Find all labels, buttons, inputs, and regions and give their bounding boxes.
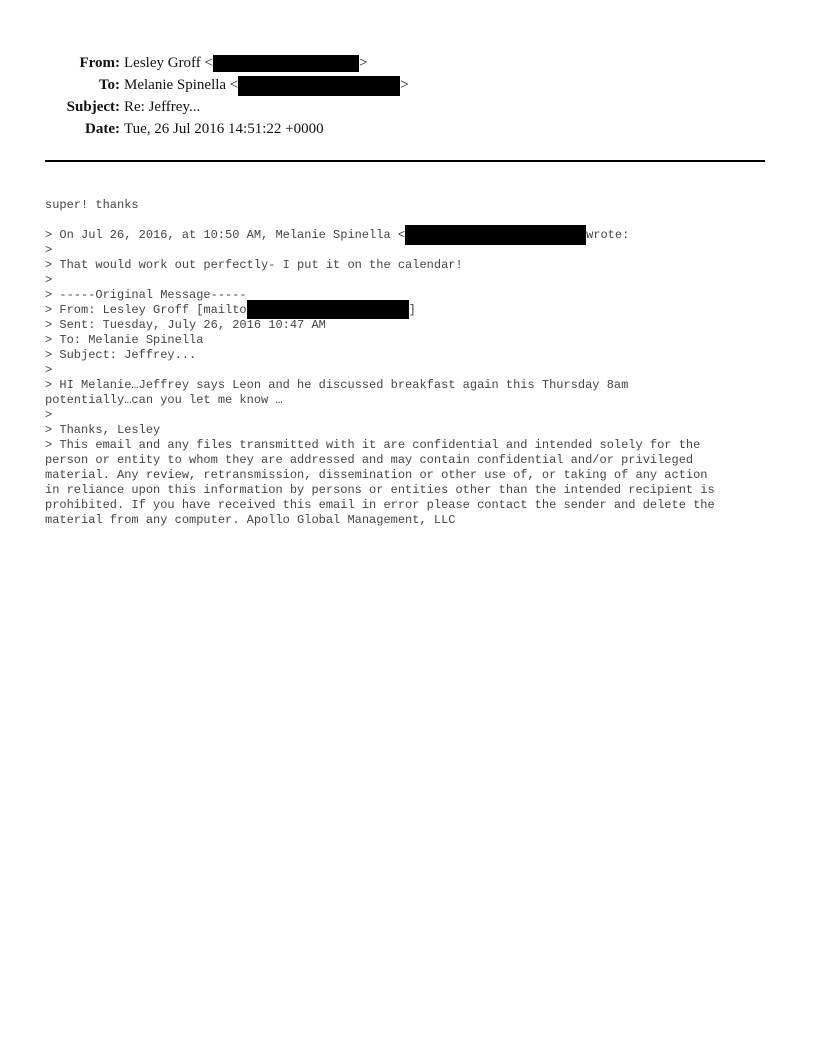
body-line bbox=[45, 228, 775, 243]
body-line: > bbox=[45, 273, 53, 287]
quoted-header-wrote: wrote: bbox=[586, 228, 630, 242]
redaction-box bbox=[247, 300, 409, 319]
quoted-header-text: > On Jul 26, 2016, at 10:50 AM, Melanie Spinella < bbox=[45, 228, 406, 242]
body-line: > bbox=[45, 363, 53, 377]
header-divider bbox=[45, 160, 765, 162]
from-value-row bbox=[124, 52, 367, 74]
body-line: > bbox=[45, 243, 53, 257]
date-label: Date: bbox=[85, 121, 120, 137]
body-line: > Subject: Jeffrey... bbox=[45, 348, 197, 362]
body-line: > Thanks, Lesley bbox=[45, 423, 161, 437]
disclaimer-line: in reliance upon this information by persons or entities other than the intended recipient is bbox=[45, 483, 715, 497]
redaction-box bbox=[238, 76, 400, 96]
redaction-box bbox=[405, 225, 586, 245]
from-close: > bbox=[359, 55, 368, 71]
body-line: > Sent: Tuesday, July 26, 2016 10:47 AM bbox=[45, 318, 326, 332]
original-from-close: ] bbox=[408, 303, 416, 317]
to-label: To: bbox=[98, 77, 120, 93]
from-label: From: bbox=[79, 55, 120, 71]
disclaimer-line: > This email and any files transmitted with it are confidential and intended solely for the bbox=[45, 438, 701, 452]
body-line: > bbox=[45, 408, 53, 422]
original-from-text: > From: Lesley Groff [mailto bbox=[45, 303, 247, 317]
body-line: > -----Original Message----- bbox=[45, 288, 247, 302]
body-line bbox=[45, 303, 775, 318]
subject-value: Re: Jeffrey... bbox=[124, 99, 201, 115]
subject-value-row bbox=[124, 96, 200, 118]
disclaimer-line: material. Any review, retransmission, dissemination or other use of, or taking of any action bbox=[45, 468, 708, 482]
date-value-row bbox=[124, 118, 324, 140]
body-line: > HI Melanie…Jeffrey says Leon and he discussed breakfast again this Thursday 8am bbox=[45, 378, 629, 392]
to-close: > bbox=[400, 77, 409, 93]
to-value: Melanie Spinella < bbox=[124, 77, 239, 93]
from-value: Lesley Groff < bbox=[124, 55, 213, 71]
to-value-row bbox=[124, 74, 409, 96]
body-line: > That would work out perfectly- I put it on the calendar! bbox=[45, 258, 463, 272]
date-value: Tue, 26 Jul 2016 14:51:22 +0000 bbox=[124, 121, 324, 137]
disclaimer-line: person or entity to whom they are addressed and may contain confidential and/or privileged bbox=[45, 453, 694, 467]
message-body bbox=[45, 183, 775, 528]
subject-label: Subject: bbox=[66, 99, 120, 115]
disclaimer-line: material from any computer. Apollo Global Management, LLC bbox=[45, 513, 456, 527]
disclaimer-line: prohibited. If you have received this email in error please contact the sender and delete the bbox=[45, 498, 715, 512]
redaction-box bbox=[213, 55, 359, 72]
body-line: super! thanks bbox=[45, 198, 139, 212]
body-line: potentially…can you let me know … bbox=[45, 393, 283, 407]
body-line: > To: Melanie Spinella bbox=[45, 333, 204, 347]
